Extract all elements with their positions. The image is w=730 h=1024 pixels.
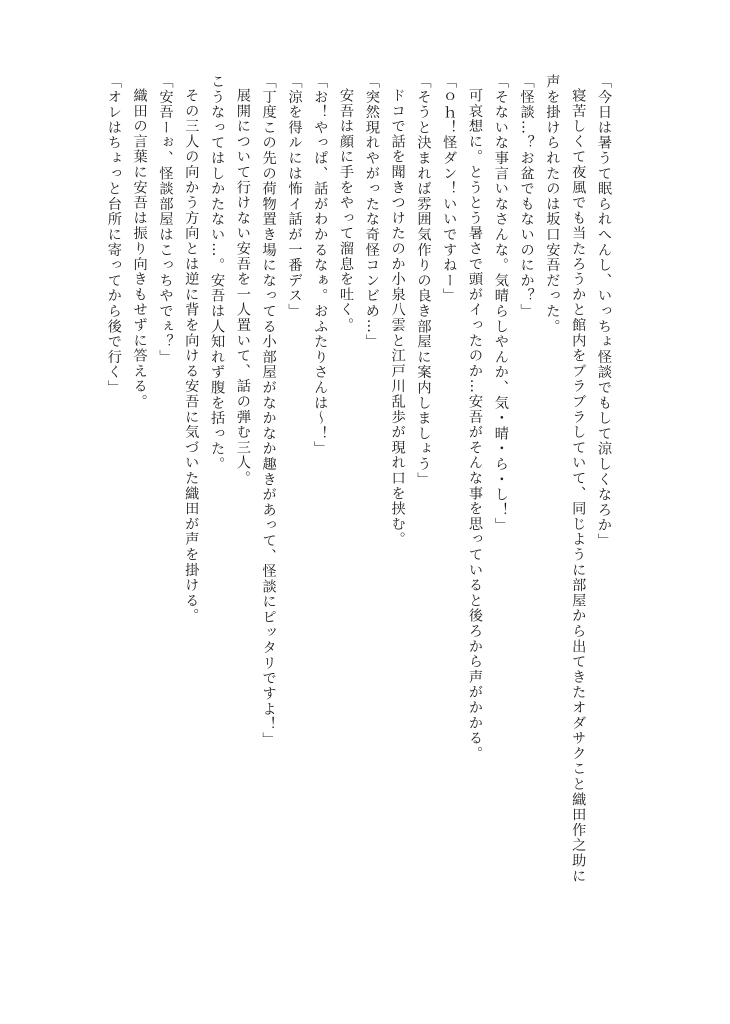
text-line: 「安吾ーぉ、怪談部屋はこっちやでぇ？」 bbox=[157, 74, 174, 365]
text-line: 「丁度この先の荷物置き場になってる小部屋がなかなか趣きがあって、怪談にピッタリですよ！」 bbox=[260, 74, 277, 748]
text-line: その三人の向かう方向とは逆に背を向ける安吾に気づいた織田が声を掛ける。 bbox=[183, 88, 200, 624]
text-line: 「お！やっぱ、話がわかるなぁ。おふたりさんは～！」 bbox=[312, 74, 329, 457]
text-line: 可哀想に。とうとう暑さで頭がイったのか…安吾がそんな事を思っていると後ろから声がかかる。 bbox=[467, 88, 484, 762]
text-line: 「そうと決まれば雰囲気作りの良き部屋に案内しましょう」 bbox=[415, 74, 432, 488]
text-line: 安吾は顔に手をやって溜息を吐く。 bbox=[338, 88, 355, 333]
text-line: 「涼を得ルには怖イ話が一番デス」 bbox=[286, 74, 303, 319]
text-line: ドコで話を聞きつけたのか小泉八雲と江戸川乱歩が現れ口を挟む。 bbox=[389, 88, 406, 548]
text-line: 「そないな事言いなさんな。気晴らしやんか、気・晴・ら・し！」 bbox=[492, 74, 509, 533]
text-line: 寝苦しくて夜風でも当たろうかと館内をブラブラしていて、同じように部屋から出てきたオダサクこと織田作之助に bbox=[570, 88, 587, 884]
text-line: 「怪談…？お盆でもないのにか？」 bbox=[518, 74, 535, 319]
text-line: 声を掛けられたのは坂口安吾だった。 bbox=[544, 74, 561, 335]
text-line: こうなってはしかたない…。安吾は人知れず腹を括った。 bbox=[209, 74, 226, 472]
text-line: 「オレはちょっと台所に寄ってから後で行く」 bbox=[105, 74, 122, 396]
text-line: 「ｏｈ！怪ダン！いいですねー」 bbox=[441, 74, 458, 304]
vertical-text-body bbox=[100, 74, 616, 954]
text-line: 「突然現れやがったな奇怪コンビめ…」 bbox=[363, 74, 380, 350]
text-line: 織田の言葉に安吾は振り向きもせずに答える。 bbox=[131, 88, 148, 410]
text-line: 「今日は暑うて眠られへんし、いっちょ怪談でもして涼しくなろか」 bbox=[596, 74, 612, 549]
text-line: 展開について行けない安吾を一人置いて、話の弾む三人。 bbox=[234, 88, 251, 486]
